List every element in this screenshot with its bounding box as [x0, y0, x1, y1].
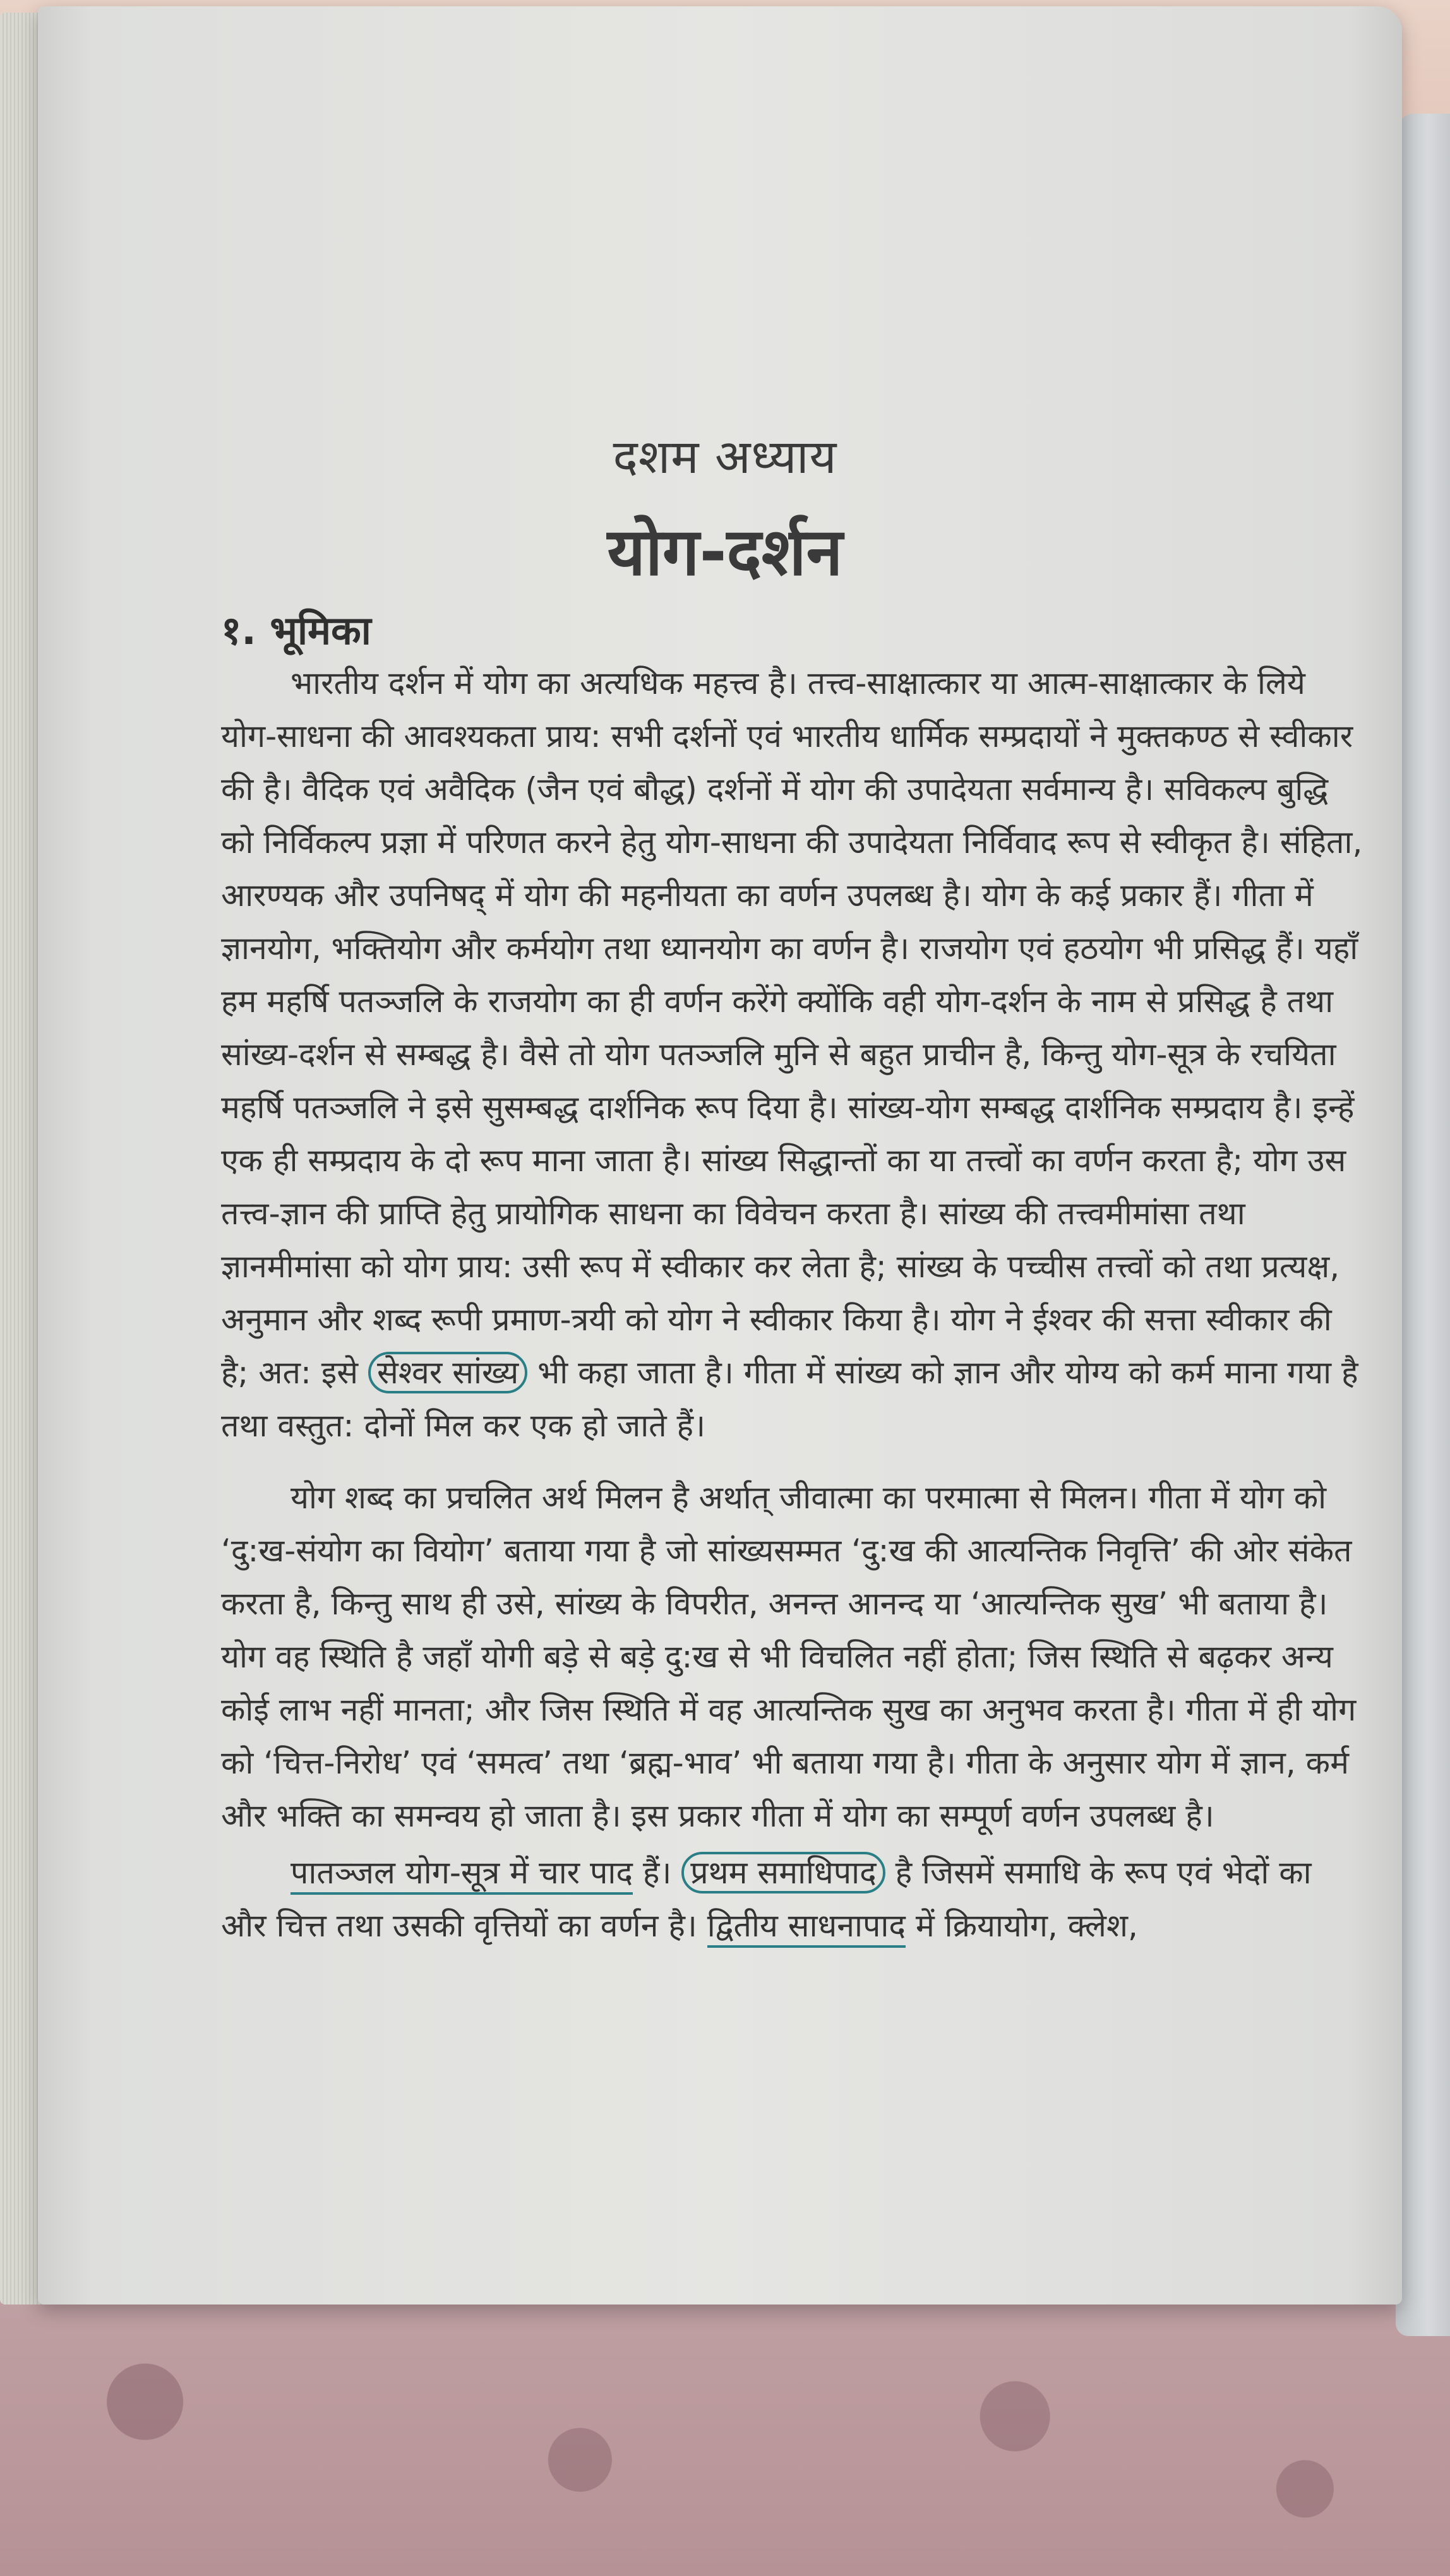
paragraph-3-text-b: हैं।	[642, 1854, 672, 1891]
paragraph-1	[221, 657, 1364, 1452]
paragraph-2-text: योग शब्द का प्रचलित अर्थ मिलन है अर्थात् जीवात्मा का परमात्मा से मिलन। गीता में योग को ‘दु:ख-संयोग का वियोग’ बताया गया है जो सांख्यसम्मत ‘दु:ख की आत्यन्तिक निवृत्ति’ की ओर संकेत करता है, किन्तु साथ ही उसे, सांख्य के विपरीत, अनन्त आनन्द या ‘आत्यन्तिक सुख’ भी बताया है। योग वह स्थिति है जहाँ योगी बड़े से बड़े दु:ख से भी विचलित नहीं होता; जिस स्थिति से बढ़कर अन्य कोई लाभ नहीं मानता; और जिस स्थिति में वह आत्यन्तिक सुख का अनुभव करता है। गीता में ही योग को ‘चित्त-निरोध’ एवं ‘समत्व’ तथा ‘ब्रह्म-भाव’ भी बताया गया है। गीता के अनुसार योग में ज्ञान, कर्म और भक्ति का समन्वय हो जाता है। इस प्रकार गीता में योग का सम्पूर्ण वर्णन उपलब्ध है।	[221, 1479, 1357, 1834]
highlight-underlined-phrase: पातञ्जल योग-सूत्र में चार पाद	[291, 1854, 633, 1895]
background-cloth-bottom	[0, 2286, 1450, 2576]
paragraph-3	[221, 1846, 1364, 1952]
highlight-underlined-phrase-2: द्वितीय साधनापाद	[707, 1907, 906, 1948]
highlight-circled-term: सेश्वर सांख्य	[368, 1352, 527, 1393]
body-text	[221, 657, 1364, 1952]
paragraph-1-end: भी कहा जाता है। गीता में सांख्य को ज्ञान और योग्य को कर्म माना गया है तथा वस्तुत: दोनों मिल कर एक हो जाते हैं।	[221, 1354, 1358, 1444]
paragraph-3-text-d: है जिसमें समाधि के रूप एवं भेदों का और चित्त तथा उसकी वृत्तियों का वर्णन है।	[221, 1854, 1312, 1944]
paragraph-1-text: भारतीय दर्शन में योग का अत्यधिक महत्त्व है। तत्त्व-साक्षात्कार या आत्म-साक्षात्कार के लिये योग-साधना की आवश्यकता प्राय: सभी दर्शनों एवं भारतीय धार्मिक सम्प्रदायों ने मुक्तकण्ठ से स्वीकार की है। वैदिक एवं अवैदिक (जैन एवं बौद्ध) दर्शनों में योग की उपादेयता सर्वमान्य है। सविकल्प बुद्धि को निर्विकल्प प्रज्ञा में परिणत करने हेतु योग-साधना की उपादेयता निर्विवाद रूप से स्वीकृत है। संहिता, आरण्यक और उपनिषद् में योग की महनीयता का वर्णन उपलब्ध है। योग के कई प्रकार हैं। गीता में ज्ञानयोग, भक्तियोग और कर्मयोग तथा ध्यानयोग का वर्णन है। राजयोग एवं हठयोग भी प्रसिद्ध हैं। यहाँ हम महर्षि पतञ्जलि के राजयोग का ही वर्णन करेंगे क्योंकि वही योग-दर्शन के नाम से प्रसिद्ध है तथा सांख्य-दर्शन से सम्बद्ध है। वैसे तो योग पतञ्जलि मुनि से बहुत प्राचीन है, किन्तु योग-सूत्र के रचयिता महर्षि पतञ्जलि ने इसे सुसम्बद्ध दार्शनिक रूप दिया है। सांख्य-योग सम्बद्ध दार्शनिक सम्प्रदाय है। इन्हें एक ही सम्प्रदाय के दो रूप माना जाता है। सांख्य सिद्धान्तों का या तत्त्वों का वर्णन करता है; योग उस तत्त्व-ज्ञान की प्राप्ति हेतु प्रायोगिक साधना का विवेचन करता है। सांख्य की तत्त्वमीमांसा तथा ज्ञानमीमांसा को योग प्राय: उसी रूप में स्वीकार कर लेता है; सांख्य के पच्चीस तत्त्वों को तथा प्रत्यक्ष, अनुमान और शब्द रूपी प्रमाण-त्रयी को योग ने स्वीकार किया है। योग ने ईश्वर की सत्ता स्वीकार की है; अत: इसे	[221, 665, 1363, 1391]
section-heading: १. भूमिका	[221, 607, 371, 653]
paragraph-2	[221, 1471, 1364, 1842]
highlight-circled-phrase-1: प्रथम समाधिपाद	[681, 1852, 885, 1893]
chapter-title: योग-दर्शन	[607, 513, 843, 590]
chapter-label: दशम अध्याय	[613, 430, 837, 484]
paragraph-3-text-f: में क्रियायोग, क्लेश,	[915, 1907, 1138, 1944]
